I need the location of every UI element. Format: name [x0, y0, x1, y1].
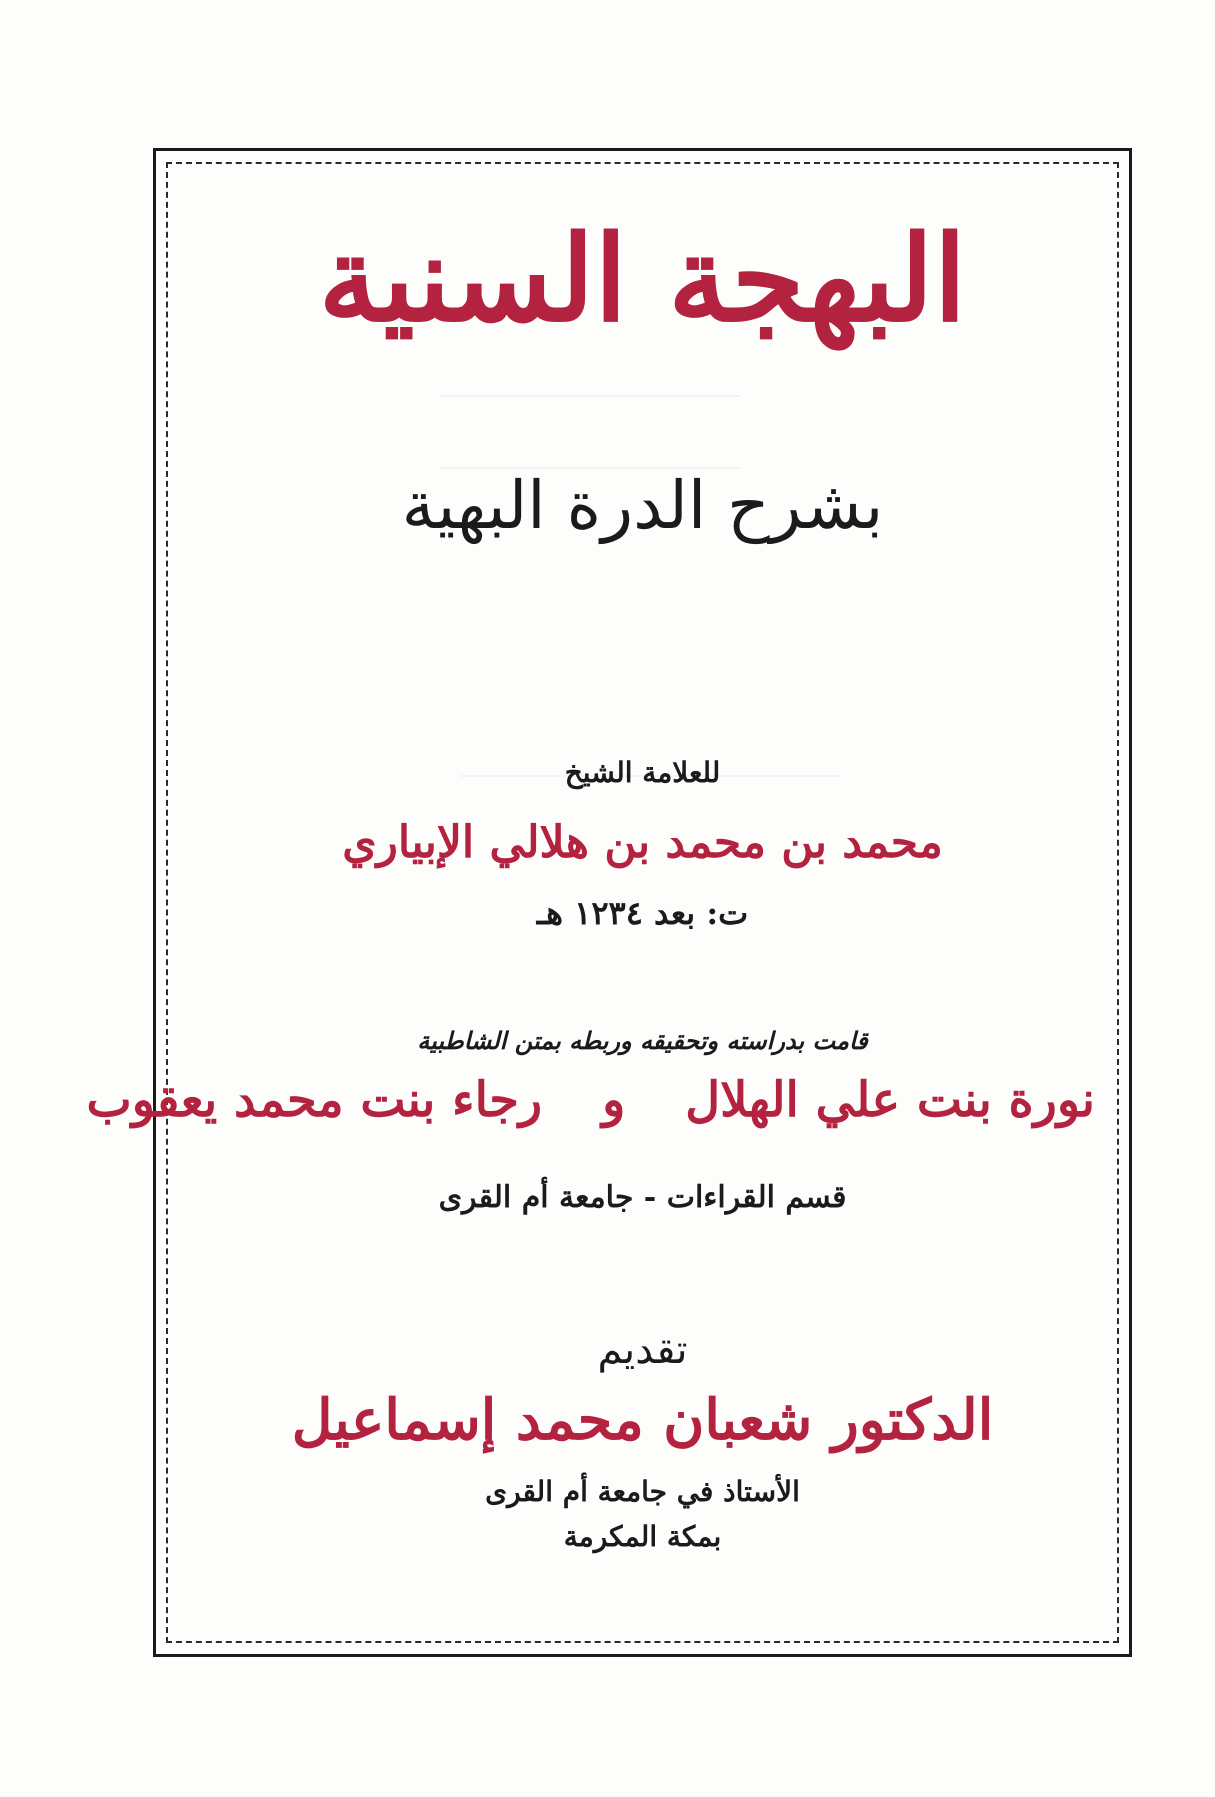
- author-name: محمد بن محمد بن هلالي الإبياري: [342, 817, 943, 868]
- author-label: للعلامة الشيخ: [564, 756, 721, 789]
- editors-conjunction: و: [602, 1072, 626, 1128]
- editors-department: قسم القراءات - جامعة أم القرى: [438, 1180, 847, 1215]
- introduction-label: تقديم: [597, 1327, 688, 1373]
- book-title: البهجة السنية: [318, 209, 967, 348]
- editor-second: رجاء بنت محمد يعقوب: [86, 1072, 543, 1128]
- presenter-city: بمكة المكرمة: [563, 1520, 722, 1553]
- title-page-content: [86, 175, 1095, 1635]
- editor-first: نورة بنت علي الهلال: [685, 1072, 1095, 1128]
- editors-label: قامت بدراسته وتحقيقه وربطه بمتن الشاطبية: [417, 1026, 868, 1055]
- author-death-date: ت: بعد ١٢٣٤ هـ: [536, 894, 749, 932]
- editors-names: [86, 1070, 1095, 1130]
- presenter-role: الأستاذ في جامعة أم القرى: [485, 1475, 800, 1508]
- book-subtitle: بشرح الدرة البهية: [401, 467, 884, 544]
- presenter-name: الدكتور شعبان محمد إسماعيل: [291, 1387, 994, 1453]
